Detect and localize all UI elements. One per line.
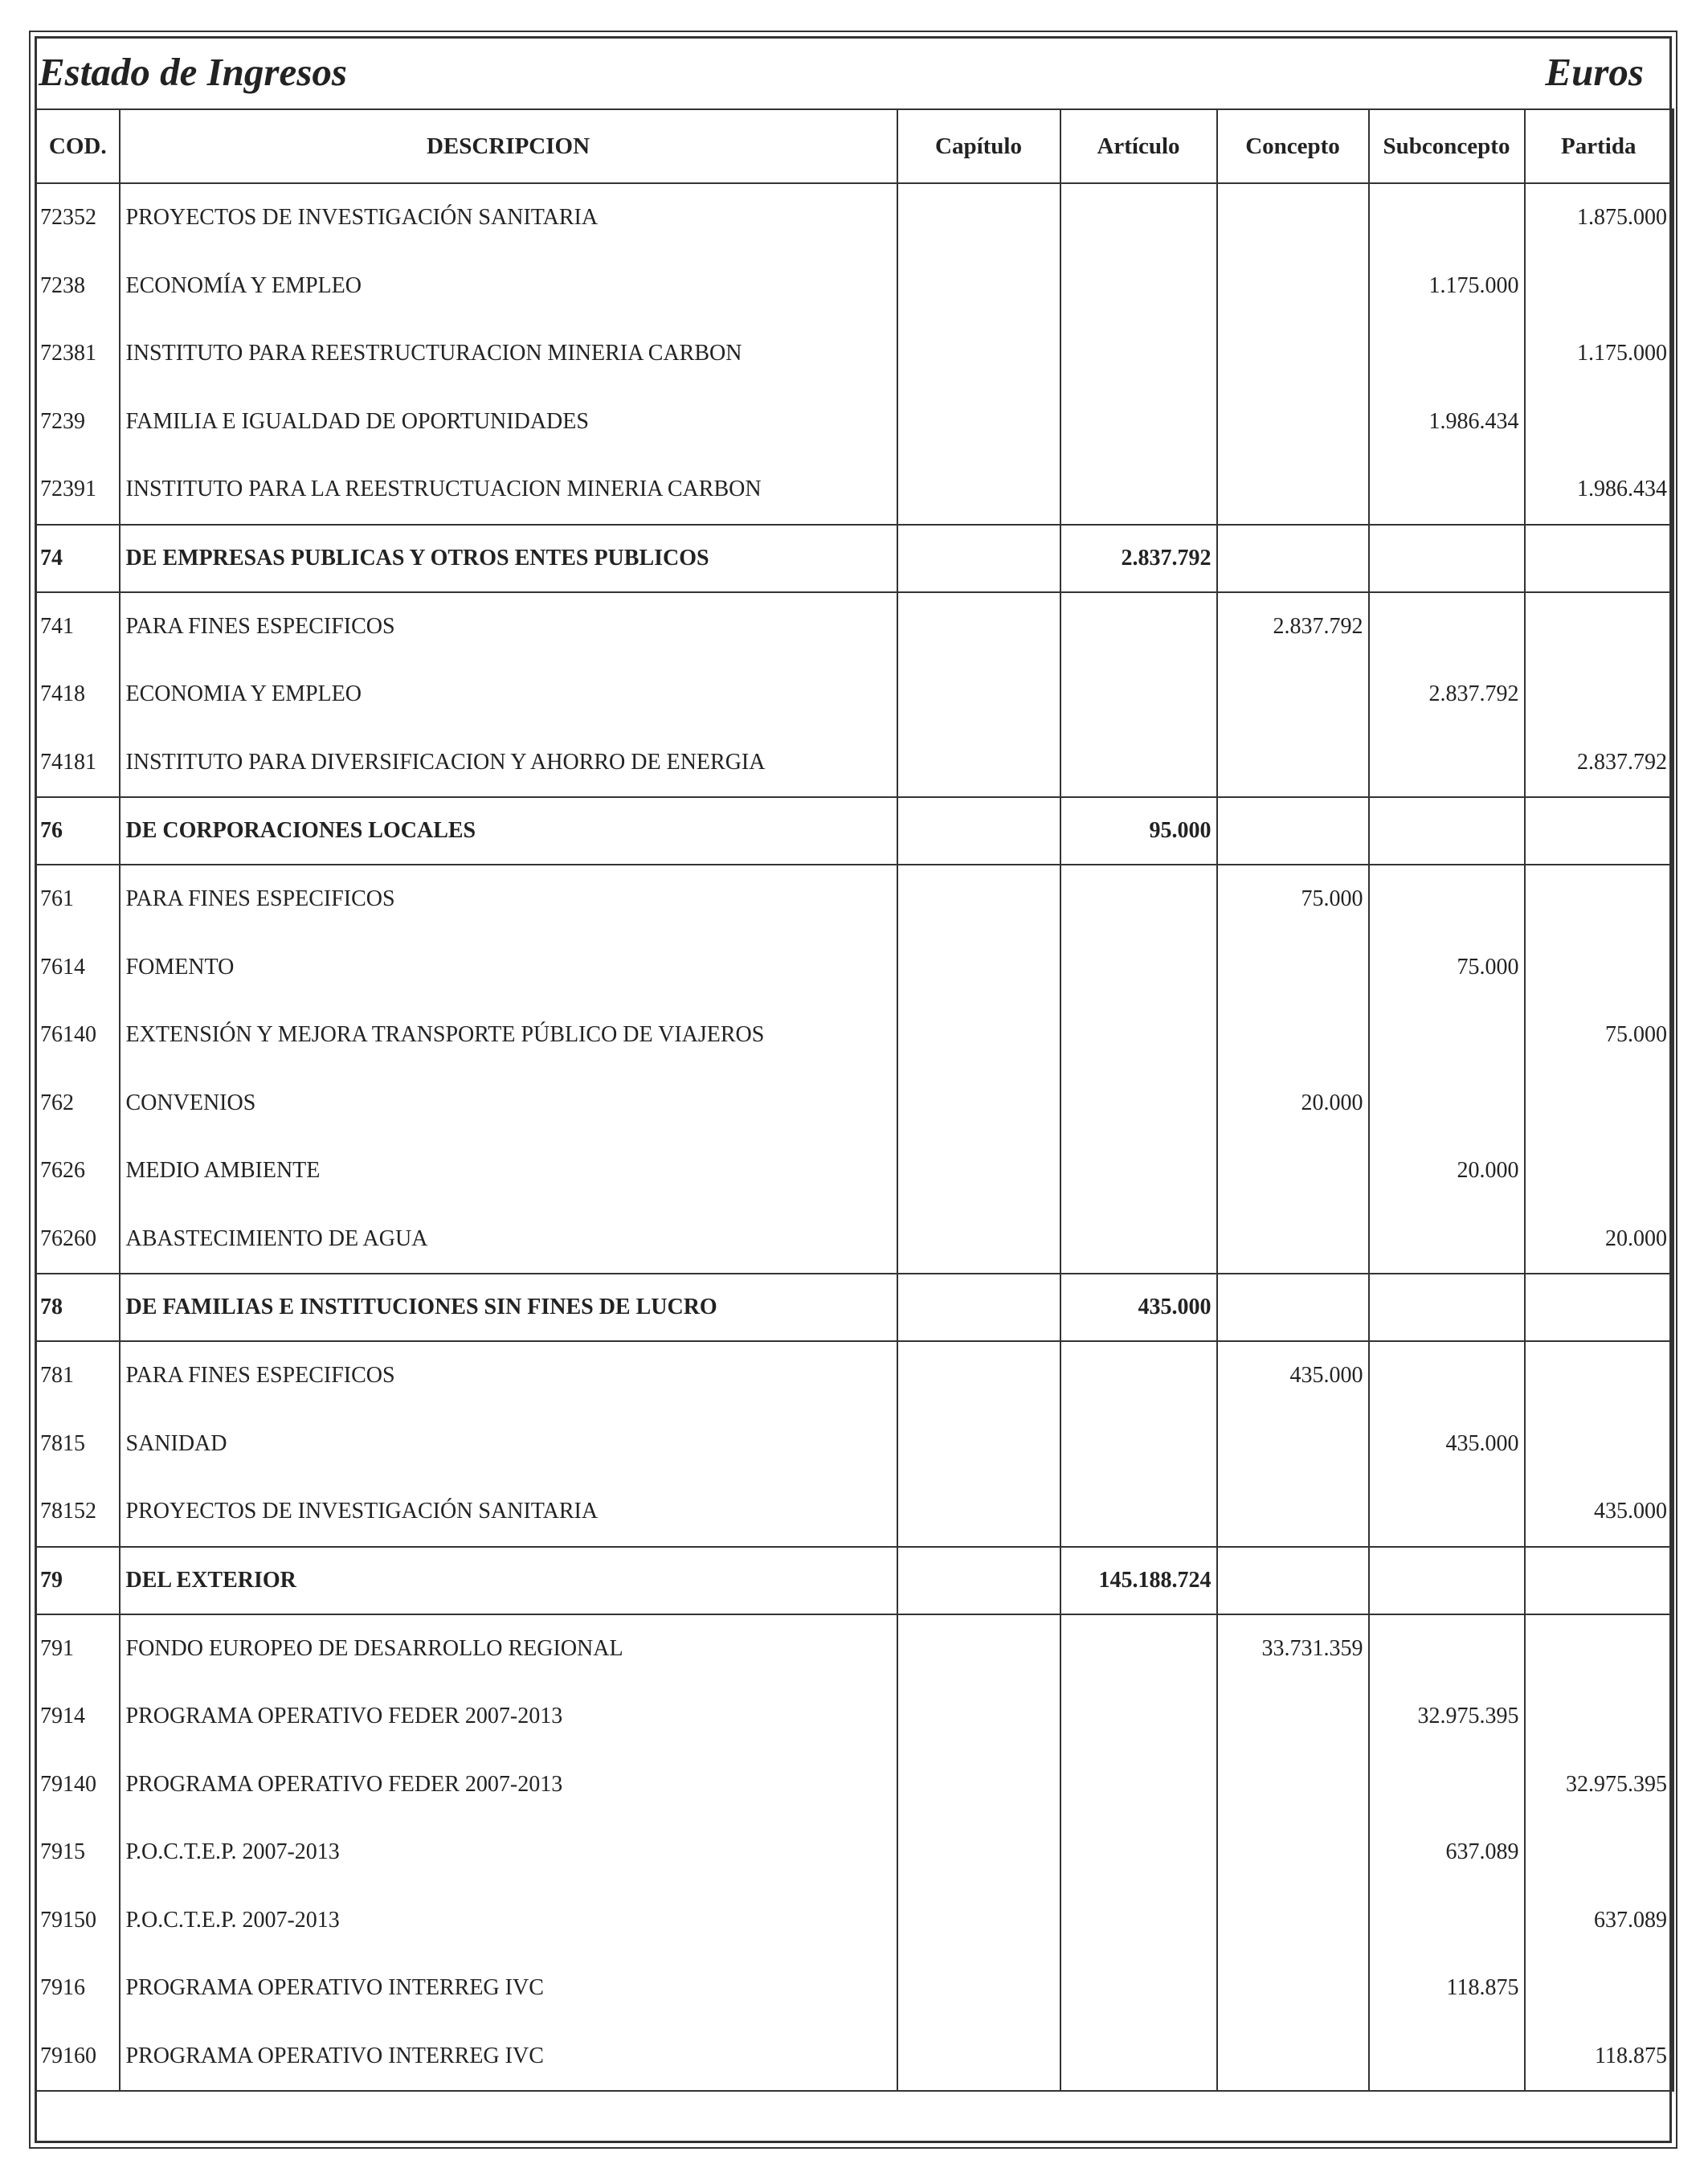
cell-descripcion: PROYECTOS DE INVESTIGACIÓN SANITARIA — [120, 183, 897, 252]
cell-cod: 72391 — [36, 456, 120, 525]
cell-subconcepto — [1369, 1478, 1525, 1547]
table-row — [36, 183, 1673, 252]
table-header-row — [36, 109, 1673, 183]
cell-cod: 761 — [36, 865, 120, 934]
cell-capitulo — [897, 2023, 1060, 2092]
cell-articulo — [1060, 661, 1217, 729]
cell-articulo: 145.188.724 — [1060, 1547, 1217, 1614]
cell-descripcion: CONVENIOS — [120, 1070, 897, 1138]
cell-concepto — [1217, 661, 1369, 729]
cell-articulo — [1060, 1751, 1217, 1819]
cell-cod: 79 — [36, 1547, 120, 1614]
cell-partida — [1525, 1410, 1673, 1479]
table-row — [36, 1410, 1673, 1479]
table-row — [36, 729, 1673, 798]
cell-concepto — [1217, 1887, 1369, 1955]
table-row — [36, 2023, 1673, 2092]
cell-subconcepto: 637.089 — [1369, 1818, 1525, 1887]
cell-subconcepto: 118.875 — [1369, 1954, 1525, 2023]
cell-cod: 78 — [36, 1274, 120, 1341]
cell-partida — [1525, 252, 1673, 321]
cell-capitulo — [897, 592, 1060, 661]
cell-descripcion: PARA FINES ESPECIFICOS — [120, 1341, 897, 1410]
cell-cod: 741 — [36, 592, 120, 661]
cell-subconcepto: 2.837.792 — [1369, 661, 1525, 729]
cell-descripcion: DEL EXTERIOR — [120, 1547, 897, 1614]
cell-concepto — [1217, 1137, 1369, 1205]
cell-descripcion: INSTITUTO PARA REESTRUCTURACION MINERIA CARBON — [120, 320, 897, 388]
col-header-descripcion: DESCRIPCION — [120, 109, 897, 183]
cell-subconcepto — [1369, 1751, 1525, 1819]
cell-cod: 762 — [36, 1070, 120, 1138]
cell-partida — [1525, 1547, 1673, 1614]
cell-cod: 74181 — [36, 729, 120, 798]
cell-capitulo — [897, 1614, 1060, 1683]
table-row — [36, 661, 1673, 729]
col-header-cod: COD. — [36, 109, 120, 183]
table-row — [36, 592, 1673, 661]
cell-cod: 7815 — [36, 1410, 120, 1479]
cell-articulo: 2.837.792 — [1060, 525, 1217, 592]
cell-capitulo — [897, 1070, 1060, 1138]
group-row — [36, 797, 1673, 865]
cell-descripcion: PARA FINES ESPECIFICOS — [120, 865, 897, 934]
table-row — [36, 1887, 1673, 1955]
cell-capitulo — [897, 1274, 1060, 1341]
cell-concepto — [1217, 252, 1369, 321]
cell-capitulo — [897, 252, 1060, 321]
cell-cod: 7239 — [36, 388, 120, 456]
cell-concepto — [1217, 2023, 1369, 2092]
cell-subconcepto — [1369, 592, 1525, 661]
cell-cod: 79160 — [36, 2023, 120, 2092]
cell-concepto — [1217, 1818, 1369, 1887]
table-row — [36, 1478, 1673, 1547]
cell-concepto — [1217, 1683, 1369, 1751]
cell-articulo — [1060, 1205, 1217, 1274]
cell-partida — [1525, 1683, 1673, 1751]
cell-descripcion: PROGRAMA OPERATIVO INTERREG IVC — [120, 2023, 897, 2092]
cell-capitulo — [897, 1683, 1060, 1751]
cell-articulo — [1060, 934, 1217, 1002]
cell-articulo — [1060, 320, 1217, 388]
cell-partida — [1525, 592, 1673, 661]
cell-capitulo — [897, 661, 1060, 729]
cell-capitulo — [897, 525, 1060, 592]
cell-cod: 7914 — [36, 1683, 120, 1751]
cell-capitulo — [897, 456, 1060, 525]
cell-descripcion: ABASTECIMIENTO DE AGUA — [120, 1205, 897, 1274]
cell-concepto — [1217, 1547, 1369, 1614]
cell-partida — [1525, 1614, 1673, 1683]
table-row — [36, 1070, 1673, 1138]
cell-partida — [1525, 865, 1673, 934]
cell-descripcion: DE FAMILIAS E INSTITUCIONES SIN FINES DE LUCRO — [120, 1274, 897, 1341]
cell-articulo — [1060, 388, 1217, 456]
cell-concepto — [1217, 1751, 1369, 1819]
cell-subconcepto — [1369, 1205, 1525, 1274]
cell-descripcion: PROGRAMA OPERATIVO FEDER 2007-2013 — [120, 1683, 897, 1751]
cell-partida: 1.986.434 — [1525, 456, 1673, 525]
cell-articulo: 435.000 — [1060, 1274, 1217, 1341]
cell-articulo: 95.000 — [1060, 797, 1217, 865]
cell-subconcepto: 20.000 — [1369, 1137, 1525, 1205]
cell-partida: 20.000 — [1525, 1205, 1673, 1274]
cell-subconcepto — [1369, 1070, 1525, 1138]
table-row — [36, 1137, 1673, 1205]
table-row — [36, 1818, 1673, 1887]
table-row — [36, 1954, 1673, 2023]
col-header-concepto: Concepto — [1217, 109, 1369, 183]
table-row — [36, 388, 1673, 456]
cell-cod: 7915 — [36, 1818, 120, 1887]
cell-concepto: 435.000 — [1217, 1341, 1369, 1410]
cell-concepto — [1217, 1954, 1369, 2023]
cell-descripcion: P.O.C.T.E.P. 2007-2013 — [120, 1887, 897, 1955]
cell-partida — [1525, 1274, 1673, 1341]
cell-descripcion: PROGRAMA OPERATIVO INTERREG IVC — [120, 1954, 897, 2023]
table-row — [36, 1341, 1673, 1410]
cell-capitulo — [897, 320, 1060, 388]
cell-concepto: 75.000 — [1217, 865, 1369, 934]
table-row — [36, 865, 1673, 934]
cell-partida — [1525, 1954, 1673, 2023]
cell-cod: 76260 — [36, 1205, 120, 1274]
table-row — [36, 456, 1673, 525]
cell-concepto — [1217, 456, 1369, 525]
cell-capitulo — [897, 183, 1060, 252]
cell-concepto — [1217, 1001, 1369, 1070]
cell-subconcepto: 1.175.000 — [1369, 252, 1525, 321]
cell-cod: 781 — [36, 1341, 120, 1410]
table-row — [36, 1001, 1673, 1070]
cell-concepto: 20.000 — [1217, 1070, 1369, 1138]
cell-concepto — [1217, 797, 1369, 865]
cell-cod: 79150 — [36, 1887, 120, 1955]
cell-capitulo — [897, 1341, 1060, 1410]
cell-descripcion: FONDO EUROPEO DE DESARROLLO REGIONAL — [120, 1614, 897, 1683]
col-header-articulo: Artículo — [1060, 109, 1217, 183]
cell-articulo — [1060, 1341, 1217, 1410]
group-row — [36, 1274, 1673, 1341]
cell-partida — [1525, 388, 1673, 456]
cell-cod: 74 — [36, 525, 120, 592]
cell-capitulo — [897, 1954, 1060, 2023]
cell-capitulo — [897, 1410, 1060, 1479]
cell-descripcion: SANIDAD — [120, 1410, 897, 1479]
cell-concepto — [1217, 183, 1369, 252]
cell-capitulo — [897, 1137, 1060, 1205]
cell-subconcepto: 1.986.434 — [1369, 388, 1525, 456]
cell-capitulo — [897, 1205, 1060, 1274]
cell-articulo — [1060, 1410, 1217, 1479]
cell-articulo — [1060, 1887, 1217, 1955]
table-body — [36, 183, 1673, 2091]
cell-subconcepto — [1369, 729, 1525, 798]
group-row — [36, 525, 1673, 592]
cell-capitulo — [897, 1818, 1060, 1887]
table-row — [36, 934, 1673, 1002]
cell-subconcepto — [1369, 2023, 1525, 2092]
cell-partida: 435.000 — [1525, 1478, 1673, 1547]
cell-concepto — [1217, 729, 1369, 798]
cell-subconcepto — [1369, 1341, 1525, 1410]
cell-descripcion: DE EMPRESAS PUBLICAS Y OTROS ENTES PUBLICOS — [120, 525, 897, 592]
cell-subconcepto — [1369, 1274, 1525, 1341]
cell-partida — [1525, 1341, 1673, 1410]
cell-subconcepto — [1369, 525, 1525, 592]
cell-articulo — [1060, 183, 1217, 252]
cell-capitulo — [897, 1001, 1060, 1070]
cell-cod: 7626 — [36, 1137, 120, 1205]
cell-concepto — [1217, 388, 1369, 456]
cell-capitulo — [897, 729, 1060, 798]
cell-articulo — [1060, 729, 1217, 798]
table-row — [36, 320, 1673, 388]
col-header-capitulo: Capítulo — [897, 109, 1060, 183]
table-row — [36, 252, 1673, 321]
cell-concepto — [1217, 320, 1369, 388]
table-row — [36, 1683, 1673, 1751]
cell-cod: 72352 — [36, 183, 120, 252]
cell-cod: 7614 — [36, 934, 120, 1002]
cell-descripcion: ECONOMIA Y EMPLEO — [120, 661, 897, 729]
cell-subconcepto — [1369, 797, 1525, 865]
group-row — [36, 1547, 1673, 1614]
col-header-partida: Partida — [1525, 109, 1673, 183]
cell-capitulo — [897, 1887, 1060, 1955]
cell-concepto: 2.837.792 — [1217, 592, 1369, 661]
cell-capitulo — [897, 797, 1060, 865]
currency-label: Euros — [1545, 50, 1644, 94]
cell-subconcepto — [1369, 1614, 1525, 1683]
cell-concepto — [1217, 1478, 1369, 1547]
cell-subconcepto: 435.000 — [1369, 1410, 1525, 1479]
cell-capitulo — [897, 934, 1060, 1002]
cell-partida: 2.837.792 — [1525, 729, 1673, 798]
cell-articulo — [1060, 1683, 1217, 1751]
cell-partida — [1525, 797, 1673, 865]
cell-concepto — [1217, 934, 1369, 1002]
cell-partida — [1525, 1137, 1673, 1205]
cell-capitulo — [897, 388, 1060, 456]
cell-subconcepto — [1369, 183, 1525, 252]
cell-capitulo — [897, 1751, 1060, 1819]
cell-capitulo — [897, 1478, 1060, 1547]
cell-descripcion: DE CORPORACIONES LOCALES — [120, 797, 897, 865]
cell-capitulo — [897, 1547, 1060, 1614]
cell-subconcepto — [1369, 320, 1525, 388]
cell-partida — [1525, 1818, 1673, 1887]
cell-articulo — [1060, 1614, 1217, 1683]
cell-cod: 76140 — [36, 1001, 120, 1070]
cell-descripcion: PARA FINES ESPECIFICOS — [120, 592, 897, 661]
cell-articulo — [1060, 1137, 1217, 1205]
cell-subconcepto — [1369, 1001, 1525, 1070]
cell-articulo — [1060, 1478, 1217, 1547]
cell-concepto: 33.731.359 — [1217, 1614, 1369, 1683]
cell-cod: 79140 — [36, 1751, 120, 1819]
cell-articulo — [1060, 1954, 1217, 2023]
table-row — [36, 1205, 1673, 1274]
cell-partida: 32.975.395 — [1525, 1751, 1673, 1819]
income-table — [35, 108, 1674, 2092]
cell-cod: 7418 — [36, 661, 120, 729]
cell-descripcion: PROYECTOS DE INVESTIGACIÓN SANITARIA — [120, 1478, 897, 1547]
cell-subconcepto: 32.975.395 — [1369, 1683, 1525, 1751]
cell-articulo — [1060, 865, 1217, 934]
cell-articulo — [1060, 1070, 1217, 1138]
cell-articulo — [1060, 1818, 1217, 1887]
table-row — [36, 1614, 1673, 1683]
cell-descripcion: P.O.C.T.E.P. 2007-2013 — [120, 1818, 897, 1887]
cell-cod: 7916 — [36, 1954, 120, 2023]
cell-partida — [1525, 661, 1673, 729]
cell-articulo — [1060, 1001, 1217, 1070]
cell-descripcion: ECONOMÍA Y EMPLEO — [120, 252, 897, 321]
cell-descripcion: MEDIO AMBIENTE — [120, 1137, 897, 1205]
cell-partida: 637.089 — [1525, 1887, 1673, 1955]
cell-partida: 118.875 — [1525, 2023, 1673, 2092]
cell-cod: 78152 — [36, 1478, 120, 1547]
cell-partida — [1525, 934, 1673, 1002]
cell-articulo — [1060, 2023, 1217, 2092]
cell-cod: 76 — [36, 797, 120, 865]
table-row — [36, 1751, 1673, 1819]
cell-concepto — [1217, 1410, 1369, 1479]
cell-descripcion: INSTITUTO PARA LA REESTRUCTUACION MINERIA CARBON — [120, 456, 897, 525]
cell-partida: 1.175.000 — [1525, 320, 1673, 388]
cell-descripcion: PROGRAMA OPERATIVO FEDER 2007-2013 — [120, 1751, 897, 1819]
cell-subconcepto — [1369, 1887, 1525, 1955]
cell-concepto — [1217, 525, 1369, 592]
cell-partida — [1525, 1070, 1673, 1138]
col-header-subconcepto: Subconcepto — [1369, 109, 1525, 183]
cell-articulo — [1060, 456, 1217, 525]
cell-subconcepto: 75.000 — [1369, 934, 1525, 1002]
document-title: Estado de Ingresos — [39, 50, 347, 94]
cell-partida: 75.000 — [1525, 1001, 1673, 1070]
cell-concepto — [1217, 1274, 1369, 1341]
cell-cod: 791 — [36, 1614, 120, 1683]
cell-subconcepto — [1369, 456, 1525, 525]
cell-descripcion: INSTITUTO PARA DIVERSIFICACION Y AHORRO DE ENERGIA — [120, 729, 897, 798]
cell-concepto — [1217, 1205, 1369, 1274]
cell-partida: 1.875.000 — [1525, 183, 1673, 252]
cell-partida — [1525, 525, 1673, 592]
cell-subconcepto — [1369, 865, 1525, 934]
cell-cod: 7238 — [36, 252, 120, 321]
cell-descripcion: FOMENTO — [120, 934, 897, 1002]
cell-subconcepto — [1369, 1547, 1525, 1614]
cell-descripcion: EXTENSIÓN Y MEJORA TRANSPORTE PÚBLICO DE VIAJEROS — [120, 1001, 897, 1070]
cell-articulo — [1060, 252, 1217, 321]
cell-capitulo — [897, 865, 1060, 934]
cell-descripcion: FAMILIA E IGUALDAD DE OPORTUNIDADES — [120, 388, 897, 456]
cell-articulo — [1060, 592, 1217, 661]
cell-cod: 72381 — [36, 320, 120, 388]
